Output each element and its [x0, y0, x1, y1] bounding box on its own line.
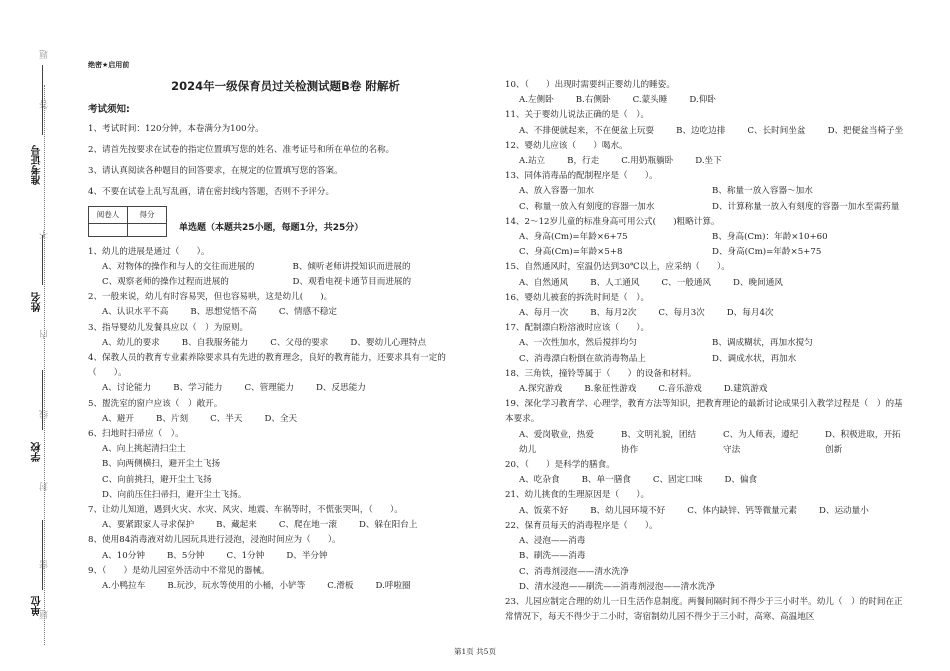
question-options [102, 260, 483, 290]
question-text: 6、扫地时扫帚应（ ）。 [88, 429, 184, 440]
answer-option[interactable]: C、观察老师的操作过程而进展的 [102, 277, 229, 288]
question-options [519, 306, 905, 321]
answer-option[interactable]: A、饭菜不好 [519, 505, 569, 516]
answer-option[interactable]: B、调成糊状，再加水搅匀 [712, 338, 813, 349]
answer-option[interactable]: D、半分钟 [286, 550, 328, 561]
answer-option[interactable]: D、身高(Cm)=年龄×5+75 [712, 247, 822, 258]
answer-option[interactable]: A.小鸭拉车 [102, 581, 146, 592]
answer-option[interactable]: B、思想觉悟不高 [190, 307, 257, 318]
score-section [88, 206, 483, 236]
answer-option[interactable]: A.站立 [519, 156, 546, 167]
question-options [519, 124, 905, 139]
seal-mark-ti-bottom: 题 [40, 610, 50, 619]
question-options [519, 154, 905, 169]
question-text: 23、儿园应制定合理的幼儿一日生活作息制度。两餐间隔时间不得少于三小时半。幼儿（ ）的时间在正常情况下，每天不得少于二小时，寄宿制幼儿园不得少于三小时，高寒、高温地区 [505, 596, 903, 623]
answer-option[interactable]: C、父母的要求 [270, 337, 329, 348]
reviewer-cell[interactable] [89, 223, 128, 236]
answer-option[interactable]: D、运动量小 [818, 505, 869, 516]
answer-option[interactable]: A、身高(Cm)=年龄×6+75 [519, 232, 628, 243]
answer-option[interactable]: C、1分钟 [226, 550, 265, 561]
answer-option[interactable]: C、消毒剂浸泡——清水洗净 [519, 566, 629, 577]
question-options [519, 504, 905, 519]
answer-option[interactable]: C、体内缺锌、钙等微量元素 [687, 505, 797, 516]
answer-option[interactable]: D、全天 [264, 413, 298, 424]
answer-option[interactable]: B、5分钟 [166, 550, 205, 561]
answer-option[interactable]: B、每月2次 [590, 308, 637, 319]
question-options [519, 184, 905, 214]
answer-option[interactable]: A、浸泡——消毒 [519, 536, 586, 547]
answer-option[interactable]: A、10分钟 [102, 550, 145, 561]
answer-option[interactable]: A、不排便就起来，不在便盆上玩耍 [519, 125, 655, 136]
question-text: 9、（ ）是幼儿园室外活动中不常见的器械。 [88, 565, 270, 576]
answer-option[interactable]: C、向前挑扫，避开尘土飞扬 [102, 474, 212, 485]
question-text: 2、一般来说，幼儿有时容易哭，但也容易哄，这是幼儿( )。 [88, 292, 333, 303]
right-question-list [505, 78, 905, 625]
answer-option[interactable]: A、放入容器一加水 [519, 186, 594, 197]
answer-option[interactable]: B、藏起来 [216, 520, 257, 531]
answer-option[interactable]: D、积极进取，开拓创新 [825, 429, 901, 455]
answer-option[interactable]: A、对物体的操作和与人的交往而进展的 [102, 261, 255, 272]
question-text: 11、关于婴幼儿说法正确的是（ ）。 [505, 110, 650, 121]
question-options [102, 381, 483, 396]
answer-option[interactable]: C、固定口味 [652, 475, 703, 486]
right-column [505, 78, 905, 625]
answer-option[interactable]: C、长时间坐盆 [747, 125, 806, 136]
binding-margin [0, 40, 62, 660]
answer-option[interactable]: D、晚间通风 [733, 277, 783, 288]
question-options [102, 579, 483, 594]
answer-option[interactable]: D、把便盆当椅子坐 [827, 125, 904, 136]
question-text: 18、三角铁，撞铃等属于（ ）的设备和材料。 [505, 368, 697, 379]
seal-mark-nei: 内 [40, 330, 50, 339]
answer-option[interactable]: C.音乐游戏 [658, 384, 702, 395]
answer-option[interactable]: A、幼儿的要求 [102, 337, 160, 348]
school-field [42, 370, 43, 430]
answer-option[interactable]: C.用奶瓶躺卧 [621, 156, 674, 167]
question-text: 3、指导婴幼儿发餐具应以（ ）为原则。 [88, 322, 249, 333]
answer-option[interactable]: B.象征性游戏 [584, 384, 637, 395]
question-options [519, 276, 905, 291]
name-label: 姓名 [32, 292, 43, 312]
score-header: 得分 [128, 207, 167, 223]
question-options [519, 382, 905, 397]
question-options [505, 534, 905, 595]
answer-option[interactable]: B、向两侧横扫，避开尘土飞扬 [102, 459, 221, 470]
answer-option[interactable]: B、边吃边排 [676, 125, 726, 136]
answer-option[interactable]: C、身高(Cm)=年龄×5+8 [519, 247, 623, 258]
unit-label: 单位 [32, 596, 43, 616]
answer-option[interactable]: B、刷洗——消毒 [519, 551, 586, 562]
question-text: 16、婴幼儿被套的拆洗时间是（ ）。 [505, 292, 650, 303]
seal-mark-mi: 密 [40, 560, 50, 569]
question-text: 20、（ ）是科学的膳食。 [505, 460, 615, 471]
answer-option[interactable]: B、幼儿园环境不好 [590, 505, 666, 516]
answer-option[interactable]: B、片刻 [156, 413, 189, 424]
answer-option[interactable]: A、向上挑起清扫尘土 [102, 444, 186, 455]
question-options [519, 473, 905, 488]
question-text: 12、婴幼儿应该（ ）喝水。 [505, 140, 628, 151]
answer-option[interactable]: D、清水浸泡——刷洗——消毒剂浸泡——清水洗净 [519, 581, 715, 592]
answer-option[interactable]: B、单一膳食 [581, 475, 631, 486]
question-options [102, 305, 483, 320]
page-footer: 第1页 共5页 [454, 647, 496, 656]
answer-option[interactable]: B、人工通风 [590, 277, 640, 288]
question-options [102, 412, 483, 427]
answer-option[interactable]: D、每月4次 [726, 308, 774, 319]
question-options [519, 230, 905, 260]
answer-option[interactable]: D.坐下 [695, 156, 722, 167]
question-options [102, 336, 483, 351]
answer-option[interactable]: D.建筑游戏 [723, 384, 768, 395]
answer-option[interactable]: A、每月一次 [519, 308, 569, 319]
answer-option[interactable]: D.呼啦圈 [375, 581, 411, 592]
notice-item: 1、考试时间：120分钟，本卷满分为100分。 [88, 123, 264, 134]
answer-option[interactable]: D、婴幼儿心理特点 [350, 337, 427, 348]
answer-option[interactable]: C.滑板 [327, 581, 354, 592]
question-text: 5、盥洗室的窗户应该（ ）敞开。 [88, 398, 223, 409]
question-options [519, 336, 905, 366]
answer-option[interactable]: B、学习能力 [173, 383, 223, 394]
answer-option[interactable]: B、称量一放入容器～加水 [712, 186, 813, 197]
answer-option[interactable]: D、反思能力 [316, 383, 366, 394]
question-text: 19、深化学习教育学、心理学，教育方法等知识，把教育理论的最新讨论成果引入教学过程是（ ）的基本要求。 [505, 399, 903, 425]
notice-item: 4、不要在试卷上乱写乱画，请在密封线内答题，否则不予评分。 [88, 187, 335, 198]
question-text: 22、保育员每天的消毒程序是（ ）。 [505, 520, 658, 531]
answer-option[interactable]: D、躲在阳台上 [359, 520, 418, 531]
question-text: 21、幼儿挑食的生理原因是（ ）。 [505, 490, 650, 501]
notice-item: 2、请首先按要求在试卷的指定位置填写您的姓名、准考证号和所在单位的名称。 [88, 144, 395, 155]
answer-option[interactable]: B.玩沙，玩水等使用的小桶，小铲等 [167, 581, 306, 592]
answer-option[interactable]: A.探究游戏 [519, 384, 563, 395]
question-text: 14、2～12岁儿童的标准身高可用公式( )粗略计算。 [505, 216, 720, 227]
section-title: 单选题（本题共25小题，每题1分，共25分） [179, 223, 364, 234]
page-title: 2024年一级保育员过关检测试题B卷 附解析 [171, 79, 400, 94]
question-text: 4、保教人员的教育专业素养除要求具有先进的教育理念，良好的教育能力，还要求具有一定的（ ）。 [88, 353, 446, 379]
seal-mark-xian: 线 [40, 410, 50, 419]
seal-mark-top2: 答 [40, 100, 50, 109]
answer-option[interactable]: B，行走 [567, 156, 600, 167]
score-table [88, 206, 167, 236]
answer-option[interactable]: D.仰卧 [689, 95, 716, 106]
answer-option[interactable]: C、爬在地一滚 [278, 520, 337, 531]
answer-option[interactable]: D、向前压住扫帚扫，避开尘土飞扬。 [102, 489, 247, 500]
answer-option[interactable]: B、倾听老师讲授知识而进展的 [292, 261, 411, 272]
question-text: 17、配制漂白粉溶液时应该（ ）。 [505, 323, 650, 334]
question-options [519, 93, 905, 108]
answer-option[interactable]: A、讨论能力 [102, 383, 152, 394]
seal-mark-bu: 不 [40, 230, 50, 239]
answer-option[interactable]: C、消毒漂白粉倒在欲消毒物品上 [519, 353, 646, 364]
question-options [102, 549, 483, 564]
question-text: 1、幼儿的进展是通过（ ）。 [88, 246, 210, 257]
answer-option[interactable]: A、自然通风 [519, 277, 569, 288]
answer-option[interactable]: C、一般通风 [661, 277, 712, 288]
question-text: 15、自然通风时，室温仍达到30℃以上，应采纳（ ）。 [505, 262, 730, 273]
answer-option[interactable]: D、计算称量一放入有刻度的容器一加水至需药量 [712, 201, 900, 212]
answer-option[interactable]: B、身高(Cm)：年龄×10+60 [712, 232, 828, 243]
answer-option[interactable]: C.蒙头睡 [632, 95, 668, 106]
answer-option[interactable]: C、管理能力 [244, 383, 295, 394]
answer-option[interactable]: A.左侧卧 [519, 95, 554, 106]
answer-option[interactable]: A、避开 [102, 413, 134, 424]
question-options [519, 428, 905, 458]
seal-mark-top: 题 [40, 50, 50, 59]
answer-option[interactable]: D、观看电视卡通节目而进展的 [292, 277, 412, 288]
answer-option[interactable]: D、调成水状，再加水 [712, 353, 797, 364]
question-options [88, 442, 483, 503]
answer-option[interactable]: A、认识水平不高 [102, 307, 169, 318]
question-text: 8、使用84消毒液对幼儿园玩具进行浸泡，浸泡时间应为（ ）。 [88, 535, 341, 546]
answer-option[interactable]: A、爱岗敬业，热爱幼儿 [519, 429, 594, 455]
exam-no-field [42, 65, 43, 135]
question-text: 13、同体消毒品的配制程序是（ ）。 [505, 171, 658, 182]
unit-field [42, 520, 43, 590]
question-text: 10、（ ）出现时需要纠正婴幼儿的睡姿。 [505, 80, 675, 90]
name-field [42, 235, 43, 285]
question-options [102, 518, 483, 533]
score-cell[interactable] [128, 223, 167, 236]
question-text: 7、让幼儿知道，遇到火灾、水灾、风灾、地震、车祸等时，不慌张哭叫，（ ）。 [88, 505, 403, 516]
left-question-list [88, 245, 483, 595]
answer-option[interactable]: B.右侧卧 [575, 95, 611, 106]
seal-mark-feng: 封 [40, 482, 50, 491]
answer-option[interactable]: B、文明礼貌，团结协作 [621, 429, 697, 455]
answer-option[interactable]: C、情感不稳定 [278, 307, 337, 318]
answer-option[interactable]: D、偏食 [724, 475, 758, 486]
answer-option[interactable]: A、要紧跟家人寻求保护 [102, 520, 195, 531]
school-label: 学校 [32, 442, 43, 462]
answer-option[interactable]: C、每月3次 [658, 308, 705, 319]
answer-option[interactable]: C、称量一放入有刻度的容器一加水 [519, 201, 655, 212]
answer-option[interactable]: B、自我服务能力 [181, 337, 249, 348]
notice-item: 3、请认真阅读各种题目的回答要求，在规定的位置填写您的答案。 [88, 166, 343, 177]
answer-option[interactable]: C、半天 [210, 413, 243, 424]
reviewer-header: 阅卷人 [89, 207, 128, 223]
notice-heading: 考试须知: [88, 104, 130, 116]
secret-mark: 绝密★启用前 [88, 61, 130, 69]
answer-option[interactable]: C、为人师表，遵纪守法 [723, 429, 799, 455]
left-column [88, 58, 483, 594]
exam-no-label: 准考证号 [32, 145, 43, 185]
answer-option[interactable]: A、一次性加水，然后搅拌均匀 [519, 338, 637, 349]
answer-option[interactable]: A、吃杂食 [519, 475, 560, 486]
